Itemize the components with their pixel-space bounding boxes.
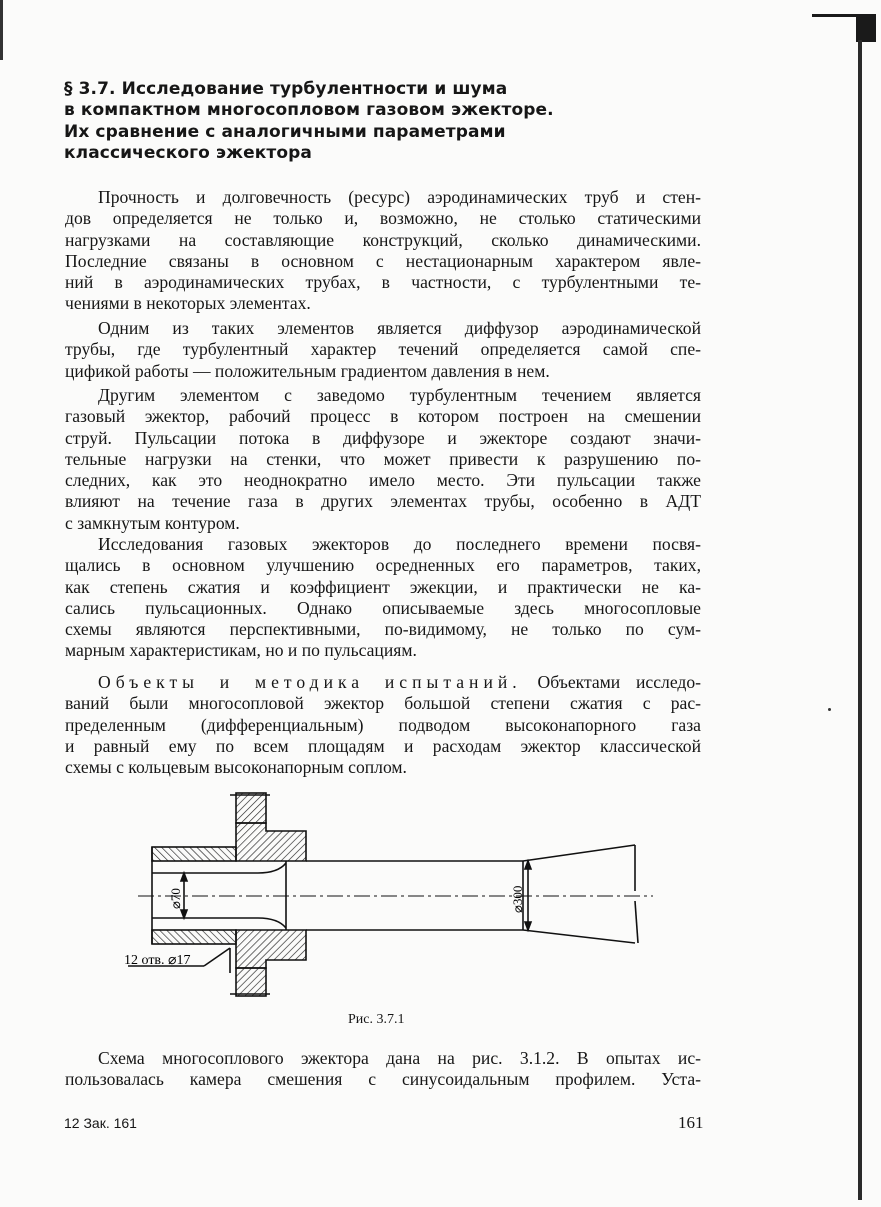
paragraph-1 bbox=[65, 187, 701, 315]
printer-signature: 12 Зак. 161 bbox=[64, 1115, 137, 1131]
heading-line: классического эжектора bbox=[64, 142, 312, 163]
top-flange bbox=[236, 823, 306, 861]
paragraph-3 bbox=[65, 385, 701, 534]
nozzle-wall-bottom bbox=[152, 930, 236, 944]
heading-line: § 3.7. Исследование турбулентности и шума bbox=[64, 79, 508, 99]
text-line: с замкнутым контуром. bbox=[65, 512, 240, 533]
holes-label: 12 отв. ⌀17 bbox=[124, 953, 191, 968]
paragraph-2 bbox=[65, 318, 701, 382]
text-line bbox=[65, 672, 701, 693]
text-line: струй. Пульсации потока в диффузоре и эжекторе создают значи- bbox=[65, 427, 701, 448]
bottom-bolt bbox=[236, 968, 266, 996]
text-line: Другим элементом с заведомо турбулентным течением является bbox=[98, 385, 701, 405]
text-line: схемы с кольцевым высоконапорным соплом. bbox=[65, 757, 407, 778]
text-line: схемы являются перспективными, по-видимому, не только по сум- bbox=[65, 619, 701, 640]
text-line: чениями в некоторых элементах. bbox=[65, 293, 311, 314]
text-line: трубы, где турбулентный характер течений определяется самой спе- bbox=[65, 339, 701, 360]
text-line: Одним из таких элементов является диффузор аэродинамической bbox=[98, 318, 701, 338]
text-line: газовый эжектор, рабочий процесс в котором построен на смешении bbox=[65, 406, 701, 427]
text-line: влияют на течение газа в других элементах трубы, особенно в АДТ bbox=[65, 491, 701, 512]
text-line: ний в аэродинамических трубах, в частности, с турбулентными те- bbox=[65, 272, 701, 293]
text-line: нагрузками на составляющие конструкций, сколько динамическими. bbox=[65, 229, 701, 250]
text-line: пользовалась камера смешения с синусоидальным профилем. Уста- bbox=[65, 1069, 701, 1090]
text-line: тельные нагрузки на стенки, что может привести к разрушению по- bbox=[65, 448, 701, 469]
text-line: Последние связаны в основном с нестационарным характером явле- bbox=[65, 250, 701, 271]
d300-label: ⌀300 bbox=[510, 885, 525, 913]
text-line: Прочность и долговечность (ресурс) аэродинамических труб и стен- bbox=[98, 187, 701, 207]
scan-mark bbox=[0, 0, 3, 60]
page-corner bbox=[856, 16, 876, 42]
top-bolt bbox=[236, 793, 266, 823]
heading-line: Их сравнение с аналогичными параметрами bbox=[64, 121, 506, 142]
paragraph-4 bbox=[65, 534, 701, 662]
section-heading bbox=[64, 79, 624, 164]
text-line: сались пульсационных. Однако описываемые здесь многосопловые bbox=[65, 597, 701, 618]
text-line: как степень сжатия и коэффициент эжекции, и практически не ка- bbox=[65, 576, 701, 597]
text-line: пределенным (дифференциальным) подводом высоконапорного газа bbox=[65, 714, 701, 735]
paragraph-6 bbox=[65, 1048, 701, 1091]
text-line: марным характеристикам, но и по пульсациям. bbox=[65, 640, 417, 661]
scan-speck bbox=[828, 708, 831, 711]
nozzle-wall-top bbox=[152, 847, 236, 861]
text-line: щались в основном улучшению осредненных его параметров, таких, bbox=[65, 555, 701, 576]
figure-caption: Рис. 3.7.1 bbox=[348, 1012, 405, 1027]
text-line: и равный ему по всем площадям и расходам эжектор классической bbox=[65, 735, 701, 756]
heading-line: в компактном многосопловом газовом эжекторе. bbox=[64, 100, 554, 121]
page-number: 161 bbox=[678, 1113, 704, 1132]
subsection-lead: Объекты и методика испытаний. bbox=[98, 672, 522, 692]
text-line: дов определяется не только и, возможно, не столько статическими bbox=[65, 208, 701, 229]
ejector-diagram bbox=[118, 783, 658, 1008]
d70-label: ⌀70 bbox=[168, 888, 183, 909]
paragraph-5 bbox=[65, 672, 701, 778]
text-line: ваний были многосопловой эжектор большой степени сжатия с рас- bbox=[65, 693, 701, 714]
text-line: цификой работы — положительным градиентом давления в нем. bbox=[65, 360, 550, 381]
text-line: Схема многосоплового эжектора дана на рис. 3.1.2. В опытах ис- bbox=[98, 1048, 701, 1068]
text-fragment: Объектами исследо- bbox=[521, 672, 702, 692]
text-line: Исследования газовых эжекторов до последнего времени посвя- bbox=[98, 534, 701, 554]
page-edge-right bbox=[858, 40, 862, 1200]
text-line: следних, как это неоднократно имело место. Эти пульсации также bbox=[65, 470, 701, 491]
bottom-flange bbox=[236, 930, 306, 968]
